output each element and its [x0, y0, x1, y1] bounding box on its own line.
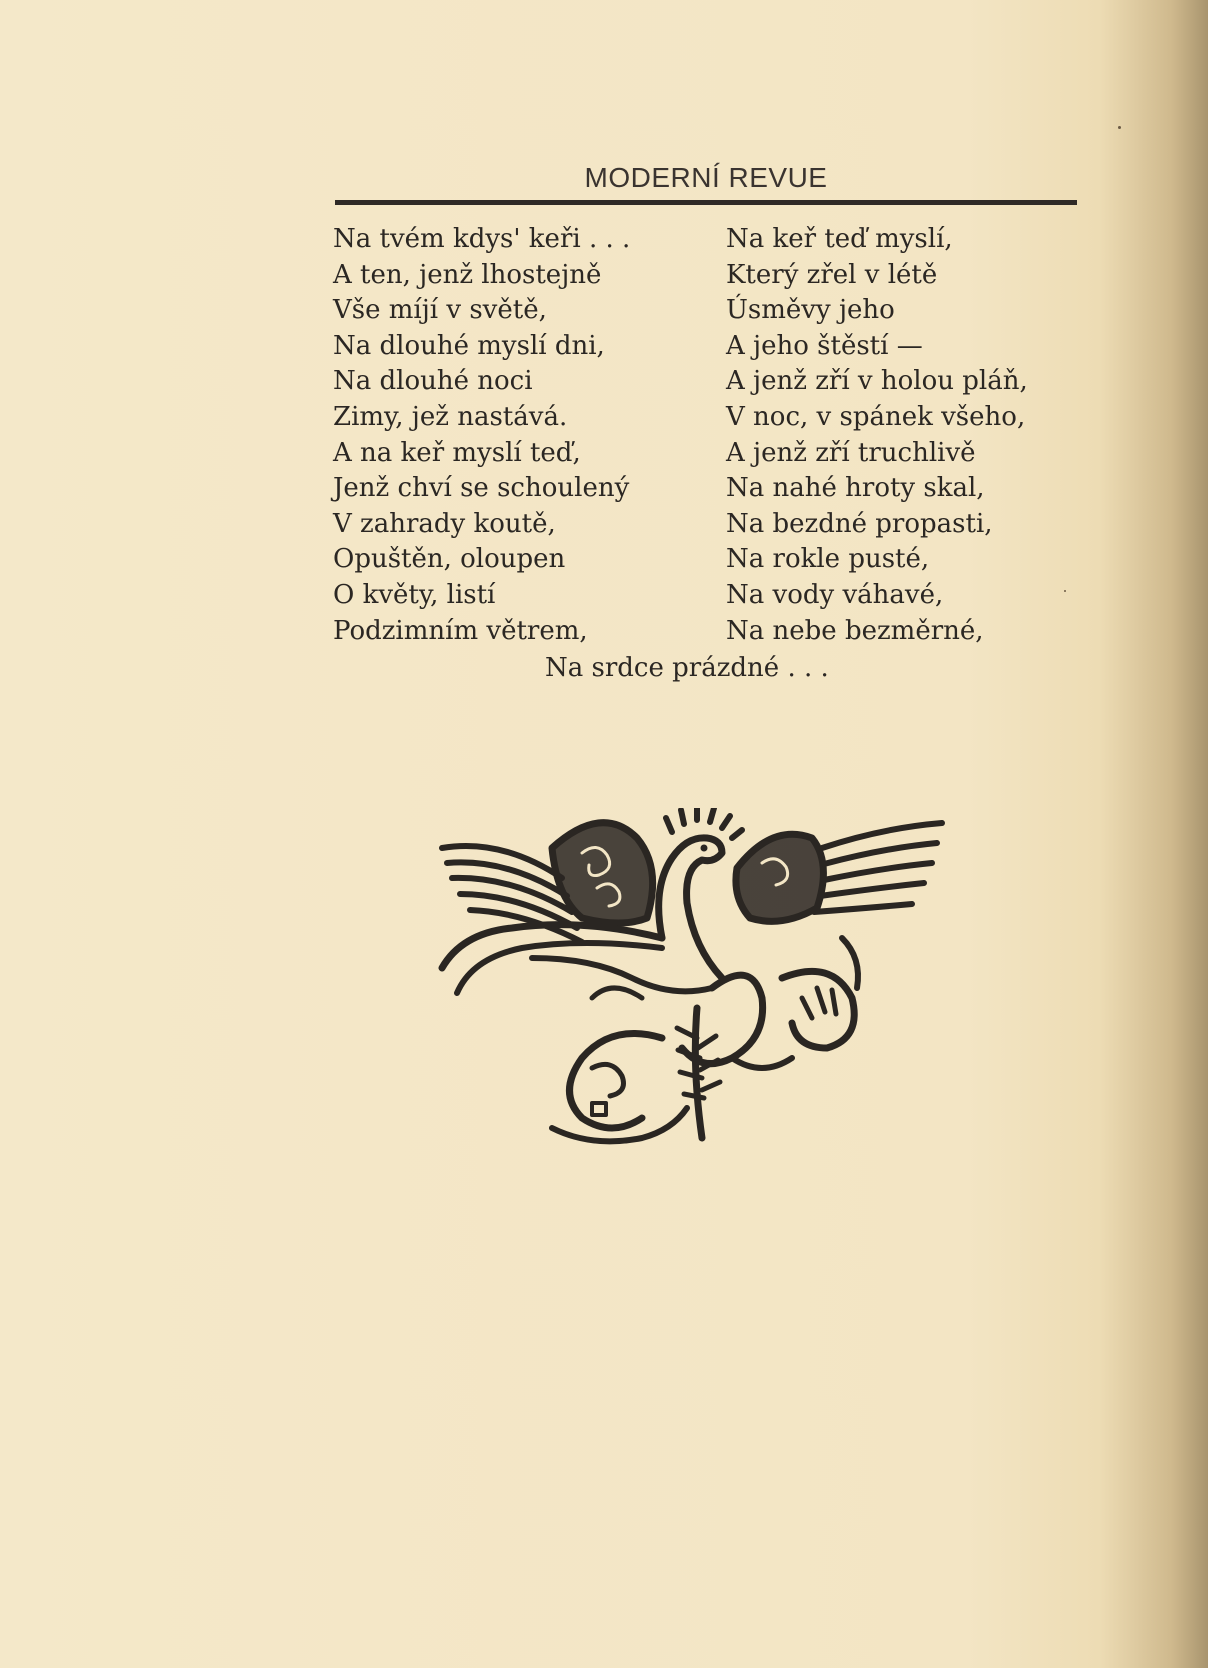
poem-line: V noc, v spánek všeho, [726, 401, 1026, 432]
poem-line: Který zřel v létě [726, 259, 938, 290]
poem-line: A jeho štěstí — [726, 330, 923, 361]
poem-line: Na vody váhavé, [726, 579, 944, 610]
poem-line: Podzimním větrem, [333, 615, 588, 646]
poem-right-column [726, 222, 1086, 649]
poem-line: Na keř teď myslí, [726, 224, 953, 254]
poem-line: Zimy, jež nastává. [333, 401, 568, 432]
poem-line: A na keř myslí teď, [333, 437, 581, 468]
poem-line: Jenž chví se schoulený [333, 473, 630, 504]
journal-title: MODERNÍ REVUE [584, 162, 828, 193]
header-rule [335, 200, 1077, 205]
poem-line: Na bezdné propasti, [726, 508, 993, 539]
poem-line: O květy, listí [333, 579, 496, 610]
poem-line: A jenž zří v holou pláň, [726, 366, 1028, 397]
poem-line: V zahrady koutě, [333, 508, 556, 539]
running-header [335, 162, 1077, 205]
paper-speck [1118, 126, 1121, 129]
poem-line: Na nebe bezměrné, [726, 615, 984, 646]
poem-line: A jenž zří truchlivě [726, 437, 976, 468]
bird-ornament-icon [432, 808, 972, 1198]
poem-line: A ten, jenž lhostejně [333, 259, 602, 290]
poem-line: Na dlouhé myslí dni, [333, 330, 605, 361]
poem-line: Na rokle pusté, [726, 544, 930, 575]
poem-line: Opuštěn, oloupen [333, 544, 566, 575]
poem-line: Na nahé hroty skal, [726, 473, 985, 504]
poem-line: Vše míjí v světě, [333, 295, 547, 326]
poem-left-column [333, 222, 693, 649]
poem-line: Na dlouhé noci [333, 366, 533, 397]
poem-line: Na tvém kdys' keři . . . [333, 224, 631, 254]
paper-speck [1064, 590, 1066, 592]
poem-final-line: Na srdce prázdné . . . [545, 653, 829, 683]
poem-line: Úsměvy jeho [726, 295, 895, 326]
